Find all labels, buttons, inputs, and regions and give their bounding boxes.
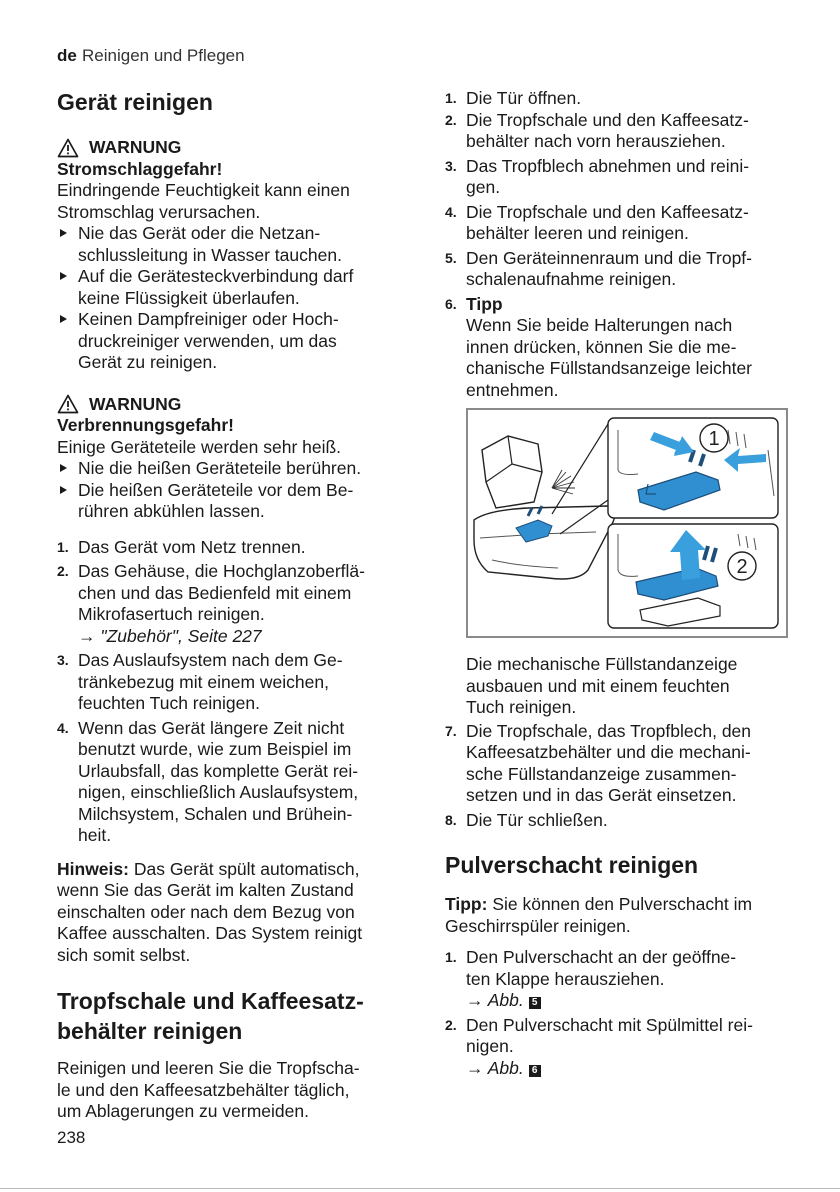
text-line: chen und das Bedienfeld mit einem — [78, 582, 352, 603]
left-column — [57, 88, 399, 1123]
language-code: de — [57, 46, 77, 65]
figure-number-badge: 6 — [529, 1065, 541, 1077]
text-line: Das Gehäuse, die Hochglanzoberflä- — [78, 561, 365, 581]
text-line: Eindringende Feuchtigkeit kann einen — [57, 180, 350, 200]
text-line: chanische Füllstandsanzeige leichter — [466, 358, 752, 378]
text-line: Sie können den Pulverschacht im — [487, 894, 753, 914]
warning-triangle-icon — [57, 138, 79, 158]
text-line: Nie das Gerät oder die Netzan- — [78, 223, 321, 243]
step-item — [445, 248, 795, 291]
text-line: Gerät zu reinigen. — [78, 352, 218, 372]
callout-number: 1 — [708, 428, 720, 450]
text-line: Kaffeesatzbehälter und die mechani- — [466, 742, 751, 762]
text-line: Die Tropfschale und den Kaffeesatz- — [466, 109, 749, 130]
step-item — [57, 561, 399, 647]
step-number: 2. — [445, 1016, 457, 1033]
step-number: 7. — [445, 722, 457, 739]
text-line: Milchsystem, Schalen und Brühein- — [78, 803, 353, 824]
step-item — [445, 294, 795, 402]
text-line: Das Gerät spült automatisch, — [128, 858, 360, 879]
text-line: Nie die heißen Geräteteile berühren. — [78, 458, 362, 478]
note-label: Hinweis: — [57, 858, 129, 879]
text-line: Das Gerät vom Netz trennen. — [78, 536, 306, 557]
step-item — [445, 947, 795, 1012]
text-line: Die heißen Geräteteile vor dem Be- — [78, 479, 354, 500]
bullet-item — [57, 266, 399, 309]
intro-paragraph — [57, 1058, 399, 1123]
step-item — [445, 721, 795, 807]
hazard-title: Verbrennungsgefahr! — [57, 415, 234, 435]
right-column — [445, 88, 795, 401]
section-title — [57, 986, 399, 1046]
text-line: behälter leeren und reinigen. — [466, 223, 689, 243]
step-number: 3. — [57, 652, 69, 668]
step-number: 1. — [445, 949, 457, 965]
text-line: Keinen Dampfreiniger oder Hoch- — [78, 309, 339, 329]
text-line: ausbauen und mit einem feuchten — [466, 675, 730, 696]
text-line: schlussleitung in Wasser tauchen. — [78, 244, 342, 265]
step-number: 2. — [445, 111, 457, 128]
step-number: 8. — [445, 811, 457, 828]
warning-heading — [57, 394, 399, 416]
section-title: Gerät reinigen — [57, 89, 213, 115]
text-line: Geschirrspüler reinigen. — [445, 915, 631, 936]
text-line: Wenn Sie beide Halterungen nach — [466, 315, 733, 335]
step-number: 3. — [445, 157, 457, 174]
text-line: Das Auslaufsystem nach dem Ge- — [78, 650, 343, 670]
step-number: 5. — [445, 249, 457, 266]
text-line: einschalten oder nach dem Bezug von — [57, 901, 355, 922]
text-line: wenn Sie das Gerät im kalten Zustand — [57, 880, 354, 900]
text-line: Reinigen und leeren Sie die Tropfscha- — [57, 1058, 360, 1078]
text-line: Tuch reinigen. — [466, 697, 577, 717]
text-line: setzen und in das Gerät einsetzen. — [466, 785, 737, 805]
step-number: 6. — [445, 295, 457, 312]
warning-intro — [57, 180, 399, 223]
text-line: Tropfschale und Kaffeesatz- — [57, 988, 364, 1014]
warning-intro: Einige Geräteteile werden sehr heiß. — [57, 436, 342, 457]
bullet-item — [57, 223, 399, 266]
warning-label: WARNUNG — [89, 137, 182, 157]
step-item — [57, 537, 399, 559]
hazard-title: Stromschlaggefahr! — [57, 158, 223, 179]
text-line: Den Geräteinnenraum und die Tropf- — [466, 247, 752, 268]
figure-number-badge: 5 — [529, 997, 541, 1009]
tip-label: Tipp: — [445, 894, 488, 914]
fill-level-indicator-illustration — [468, 410, 786, 636]
note-paragraph — [57, 859, 399, 967]
text-line: Den Pulverschacht an der geöffne- — [466, 947, 737, 967]
tip-label: Tipp — [466, 293, 503, 314]
step-item — [57, 718, 399, 847]
reference-text: → Abb. — [466, 1057, 524, 1078]
step-item — [445, 202, 795, 245]
step-item — [445, 1015, 795, 1080]
text-line: Urlaubsfall, das komplette Gerät rei- — [78, 760, 359, 781]
step-number: 1. — [445, 90, 457, 106]
step-number: 4. — [445, 203, 457, 220]
text-line: Die Tür öffnen. — [466, 88, 582, 108]
step-item — [445, 156, 795, 199]
text-line: Den Pulverschacht mit Spülmittel rei- — [466, 1014, 753, 1035]
section-header: Reinigen und Pflegen — [82, 46, 245, 65]
text-line: schalenaufnahme reinigen. — [466, 269, 677, 289]
text-line: feuchten Tuch reinigen. — [78, 693, 260, 713]
page-number: 238 — [57, 1128, 86, 1147]
warning-triangle-icon — [57, 394, 79, 414]
text-line: innen drücken, können Sie die me- — [466, 336, 737, 357]
warning-heading — [57, 137, 399, 159]
text-line: um Ablagerungen zu vermeiden. — [57, 1101, 309, 1121]
section-title: Pulverschacht reinigen — [445, 852, 699, 878]
warning-label: WARNUNG — [89, 393, 182, 414]
text-line: Kaffee ausschalten. Das System reinigt — [57, 923, 363, 943]
figure-reference-link[interactable] — [466, 1058, 795, 1080]
step-number: 1. — [57, 538, 69, 555]
text-line: nigen. — [466, 1036, 514, 1056]
right-column-lower — [445, 654, 795, 1079]
bullet-item — [57, 458, 399, 480]
page-bottom-rule — [0, 1188, 840, 1189]
text-line: behälter nach vorn herausziehen. — [466, 131, 726, 151]
text-line: behälter reinigen — [57, 1018, 243, 1044]
text-line: keine Flüssigkeit überlaufen. — [78, 287, 300, 308]
text-line: sche Füllstandanzeige zusammen- — [466, 763, 737, 784]
text-line: rühren abkühlen lassen. — [78, 501, 265, 521]
text-line: Auf die Gerätesteckverbindung darf — [78, 266, 354, 286]
step-item — [57, 650, 399, 715]
text-line: Das Tropfblech abnehmen und reini- — [466, 155, 750, 176]
text-line: ten Klappe herausziehen. — [466, 968, 665, 989]
text-line: entnehmen. — [466, 379, 559, 400]
text-line: Stromschlag verursachen. — [57, 201, 261, 222]
text-line: le und den Kaffeesatzbehälter täglich, — [57, 1079, 350, 1100]
tip-paragraph — [445, 894, 795, 937]
bullet-item — [57, 480, 399, 523]
text-line: Die Tropfschale und den Kaffeesatz- — [466, 201, 749, 222]
text-line: gen. — [466, 177, 501, 197]
text-line: Mikrofasertuch reinigen. — [78, 604, 265, 624]
step-item — [445, 810, 795, 832]
text-line: tränkebezug mit einem weichen, — [78, 671, 329, 692]
reference-text: → Abb. — [466, 990, 524, 1010]
bullet-item — [57, 309, 399, 374]
step-number: 2. — [57, 563, 69, 579]
text-line: Die mechanische Füllstandanzeige — [466, 654, 738, 674]
illustration-figure — [466, 408, 788, 638]
cross-reference-link[interactable]: → "Zubehör", Seite 227 — [78, 625, 262, 646]
text-line: druckreiniger verwenden, um das — [78, 330, 337, 351]
text-line: Wenn das Gerät längere Zeit nicht — [78, 717, 345, 738]
step-number: 4. — [57, 719, 69, 736]
step-item — [445, 88, 795, 110]
text-line: benutzt wurde, wie zum Beispiel im — [78, 739, 352, 759]
text-line: nigen, einschließlich Auslaufsystem, — [78, 782, 359, 802]
figure-caption — [445, 654, 795, 719]
callout-number: 2 — [736, 556, 748, 578]
text-line: Die Tür schließen. — [466, 809, 608, 830]
text-line: sich somit selbst. — [57, 944, 191, 965]
text-line: Die Tropfschale, das Tropfblech, den — [466, 720, 752, 741]
figure-reference-link[interactable] — [466, 990, 795, 1012]
step-item — [445, 110, 795, 153]
text-line: heit. — [78, 825, 112, 845]
